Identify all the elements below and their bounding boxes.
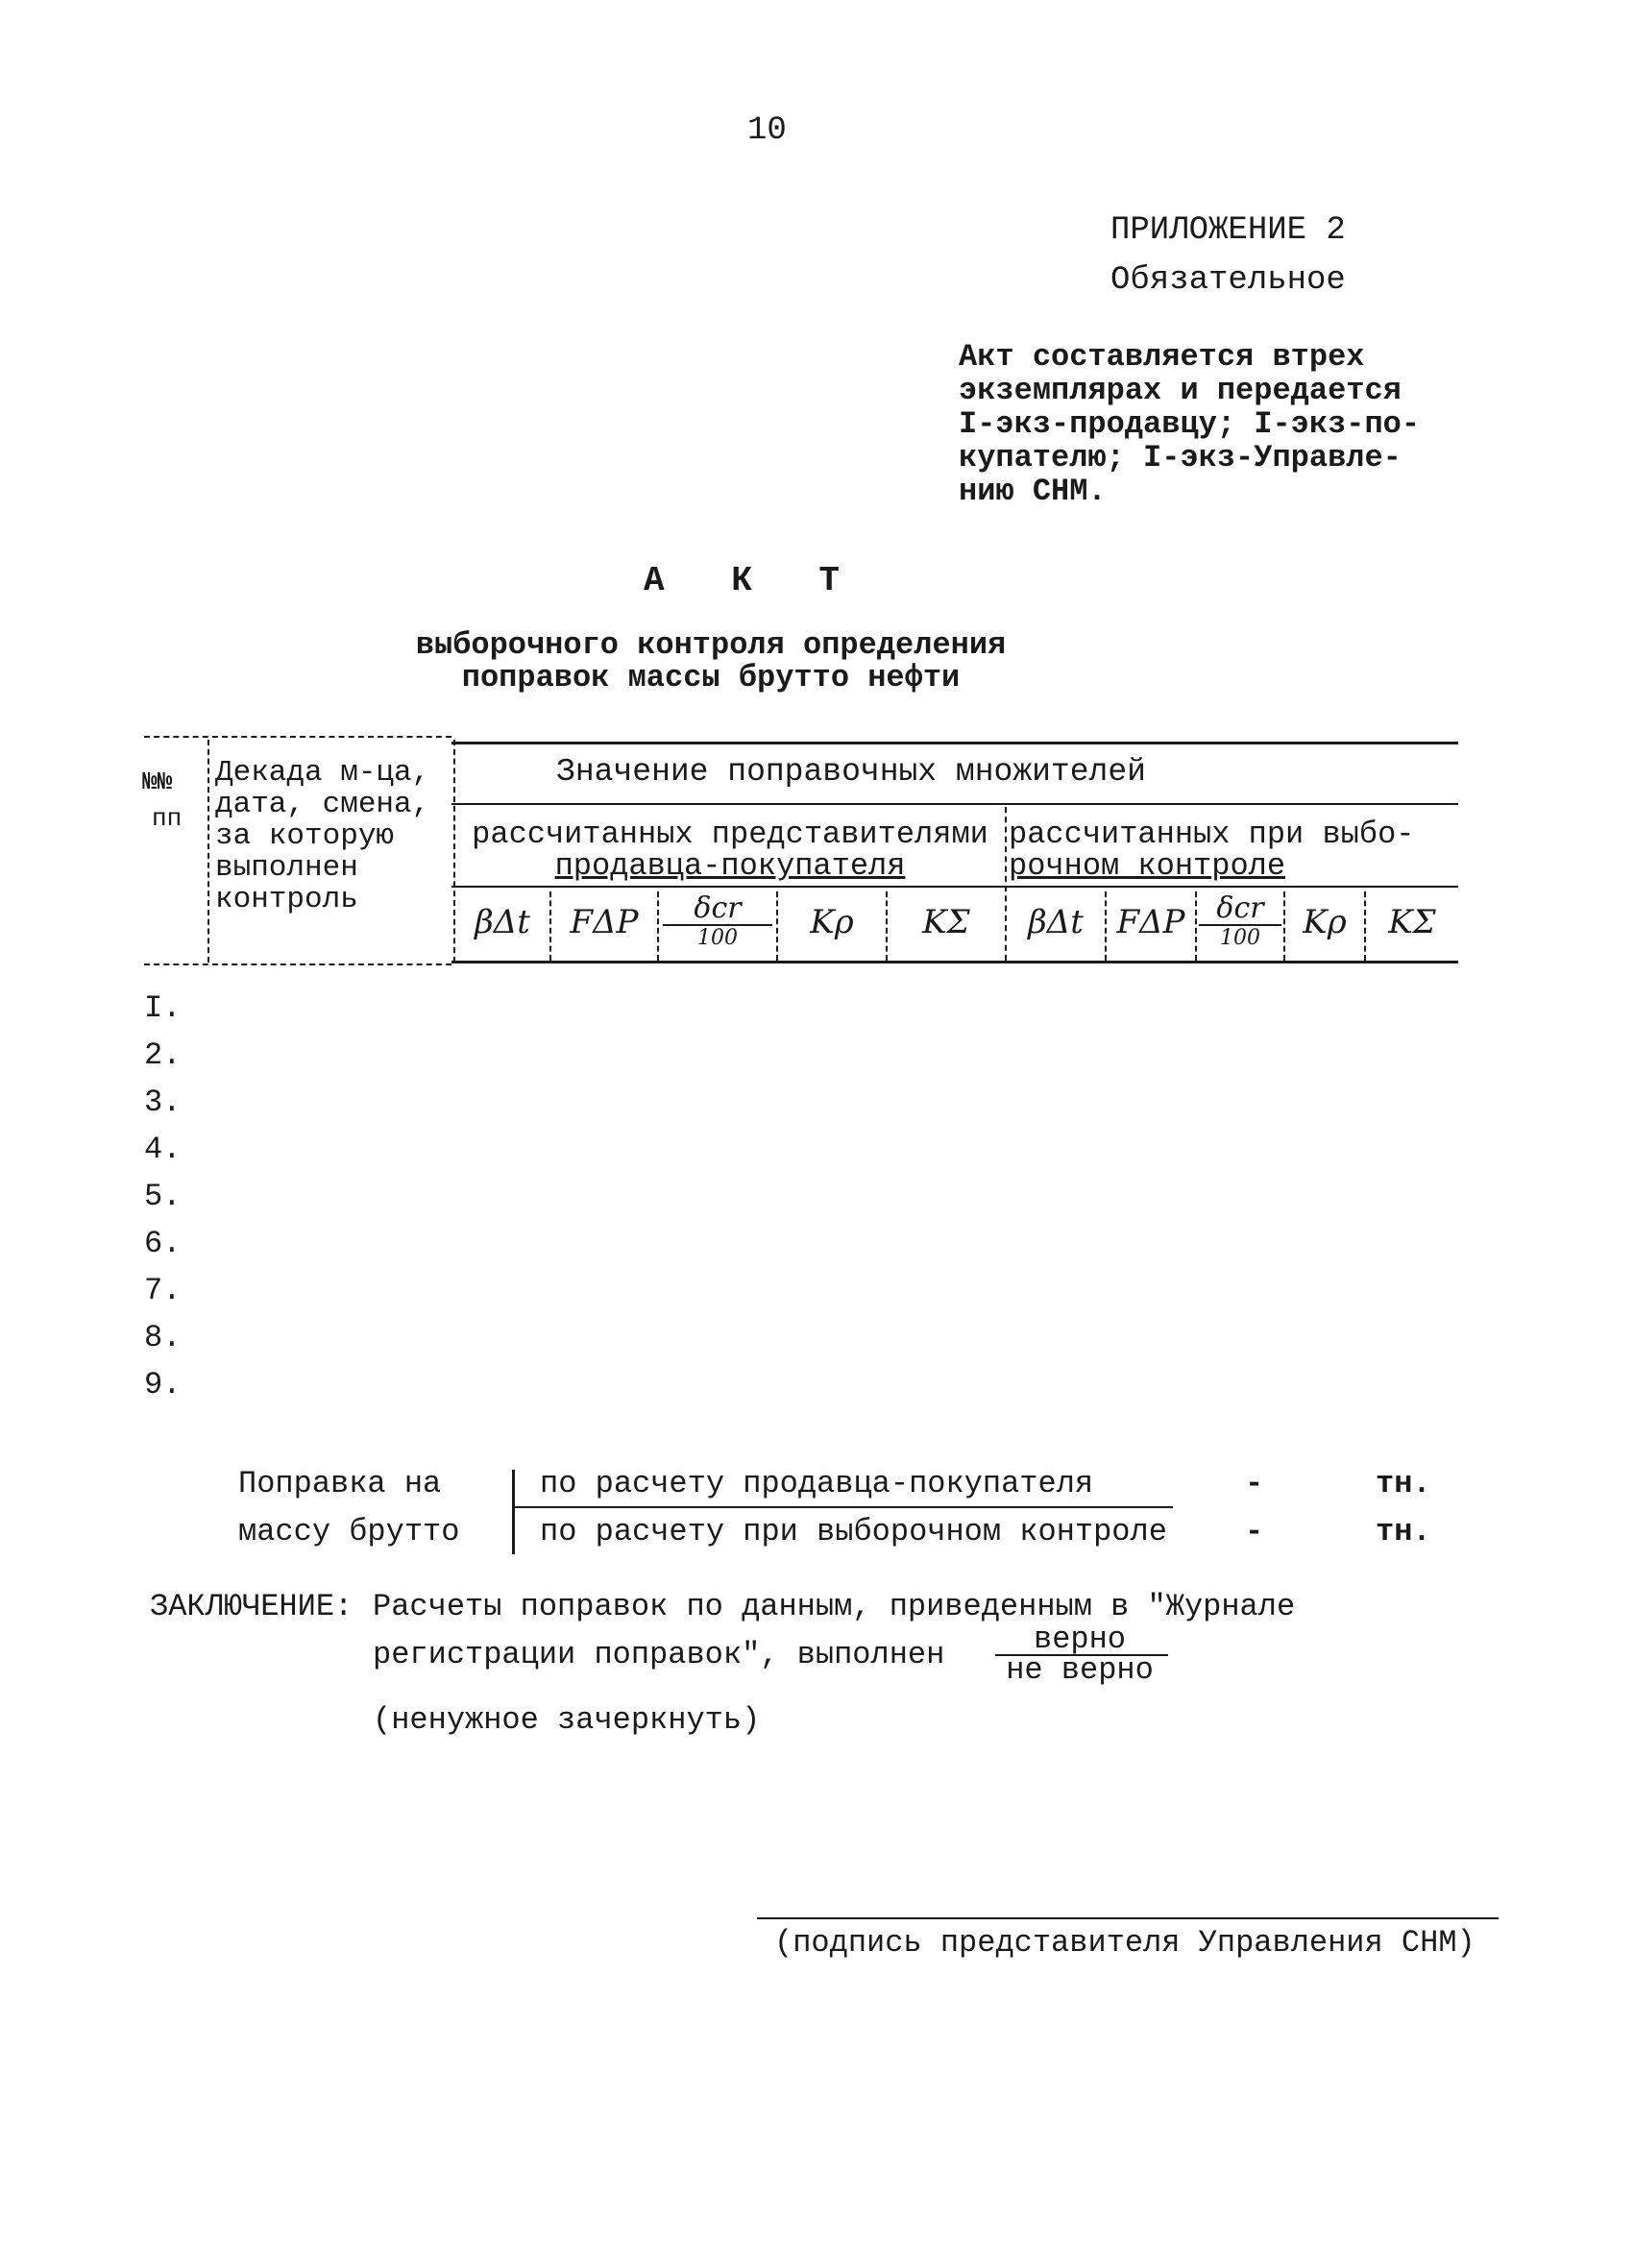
col-decade-header: контроль [215, 883, 358, 916]
subgroup-sample-control: рочном контроле [1009, 848, 1286, 884]
group-header-rule [451, 803, 1458, 805]
conclusion-text: Расчеты поправок по данным, приведенным в "Журнале [373, 1589, 1296, 1624]
correction-unit: тн. [1376, 1466, 1431, 1501]
table-row-number: 2. [144, 1037, 182, 1073]
correction-unit: тн. [1376, 1514, 1431, 1549]
subgroup-seller-buyer: продавца-покупателя [554, 848, 906, 884]
distribution-note-line: I-экз-продавцу; I-экз-по- [959, 406, 1421, 442]
param-delta-cr-fraction [1199, 893, 1281, 951]
distribution-note-line: купателю; I-экз-Управле- [959, 440, 1402, 476]
param-delta-cr-fraction [663, 893, 772, 951]
col-separator [207, 740, 209, 963]
col-decade-header: за которую [215, 819, 395, 853]
col-decade-header: дата, смена, [215, 788, 430, 821]
fraction-numerator: δcr [663, 893, 772, 926]
table-row-number: 5. [144, 1179, 182, 1214]
fraction-denominator: 100 [1220, 926, 1260, 950]
param-separator [657, 891, 659, 961]
distribution-note-line: Акт составляется втрех [959, 339, 1365, 375]
conclusion-label: ЗАКЛЮЧЕНИЕ: [150, 1589, 354, 1624]
conclusion-note: (ненужное зачеркнуть) [373, 1702, 761, 1738]
param-f-dp: FΔP [1116, 903, 1185, 941]
table-row-number: 6. [144, 1226, 182, 1261]
correction-label-line: Поправка на [238, 1466, 442, 1501]
table-row-number: 9. [144, 1367, 182, 1402]
distribution-note-line: нию СНМ. [959, 474, 1107, 509]
subheader-rule [451, 886, 1458, 888]
distribution-note-line: экземплярах и передается [959, 373, 1402, 408]
table-row-number: 8. [144, 1320, 182, 1355]
page-number: 10 [747, 112, 787, 149]
correction-label-line: массу брутто [238, 1514, 460, 1549]
option-correct: верно [1033, 1622, 1126, 1657]
act-title: А К Т [644, 561, 864, 600]
table-row-number: 4. [144, 1132, 182, 1167]
col-num-header: пп [152, 804, 183, 833]
signature-line [757, 1917, 1499, 1919]
appendix-title: ПРИЛОЖЕНИЕ 2 [1110, 212, 1346, 249]
param-separator [1195, 891, 1197, 961]
act-subtitle-line: поправок массы брутто нефти [461, 660, 961, 695]
param-beta-dt: βΔt [475, 903, 530, 941]
table-row-number: I. [144, 990, 182, 1026]
table-header-bottom-rule [451, 961, 1458, 963]
table-top-rule [144, 736, 451, 738]
correction-divider [514, 1506, 1173, 1508]
table-top-rule [451, 742, 1458, 744]
param-k-sigma: KΣ [1388, 903, 1436, 941]
signature-caption: (подпись представителя Управления СНМ) [774, 1925, 1475, 1961]
col-decade-header: Декада м-ца, [215, 756, 430, 790]
param-f-dp: FΔP [570, 903, 639, 941]
correction-sample-control: по расчету при выборочном контроле [540, 1514, 1167, 1549]
col-num-header: №№ [142, 768, 173, 796]
param-k-rho: Kρ [1303, 903, 1347, 941]
col-decade-header: выполнен [215, 851, 358, 885]
correction-dash: - [1245, 1514, 1264, 1549]
param-k-rho: Kρ [810, 903, 854, 941]
table-header-bottom-rule [144, 963, 451, 965]
table-row-number: 7. [144, 1273, 182, 1308]
conclusion-text: регистрации поправок", выполнен [373, 1637, 945, 1672]
group-header: Значение поправочных множителей [556, 754, 1146, 790]
param-k-sigma: KΣ [922, 903, 970, 941]
act-subtitle-line: выборочного контроля определения [415, 627, 1007, 663]
subgroup-seller-buyer: рассчитанных представителями [472, 817, 988, 852]
option-incorrect: не верно [1006, 1652, 1154, 1688]
fraction-numerator: δcr [1199, 893, 1281, 926]
subgroup-sample-control: рассчитанных при выбо- [1009, 817, 1415, 852]
correction-seller-buyer: по расчету продавца-покупателя [540, 1466, 1094, 1501]
correction-brace [512, 1470, 515, 1554]
table-row-number: 3. [144, 1085, 182, 1120]
appendix-status: Обязательное [1110, 262, 1346, 299]
correction-dash: - [1245, 1466, 1264, 1501]
param-beta-dt: βΔt [1028, 903, 1084, 941]
fraction-denominator: 100 [697, 926, 738, 950]
